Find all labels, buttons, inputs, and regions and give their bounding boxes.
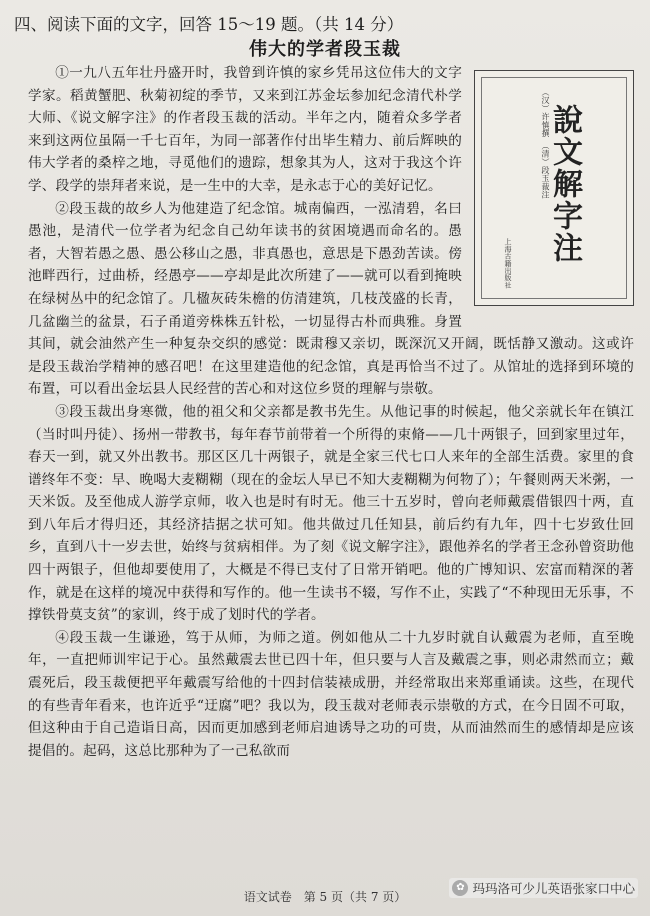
book-cover-image [474, 70, 634, 306]
watermark-label: 玛玛洛可少儿英语张家口中心 [472, 881, 635, 896]
book-title-seal: 說文解字注 [547, 104, 582, 264]
book-cover-frame [481, 77, 627, 299]
wechat-icon: ✿ [452, 880, 468, 896]
book-publisher: 上海古籍出版社 [504, 238, 512, 289]
article-body [28, 62, 634, 762]
book-authors: （汉）许慎撰 （清）段玉裁注 [541, 88, 550, 199]
paragraph-2: ②段玉裁的故乡人为他建造了纪念馆。城南偏西，一泓清碧，名曰愚池，是清代一位学者为纪念自己幼年读书的贫困境遇而命名的。愚者，大智若愚之愚、愚公移山之愚，非真愚也，意思是下愚劲苦读。傍池畔西行，过曲桥，经愚亭——亭却是此次所建了——就可以看到掩映在绿树丛中的纪念馆了。几楹灰砖朱檐的仿清建筑，几枝茂盛的长青，几盆幽兰的盆景，石子甬道旁株株五针松，一切显得古朴而典雅。身置其间，就会油然产生一种复杂交织的感觉：既肃穆又亲切，既深沉又开阔，既恬静又激动。这或许是段玉裁治学精神的感召吧！在这里建造他的纪念馆，真是再恰当不过了。从馆址的选择到环境的布置，可以看出金坛县人民经营的苦心和对这位乡贤的理解与崇敬。 [28, 200, 634, 398]
wechat-watermark [449, 878, 638, 898]
paragraph-4: ④段玉裁一生谦逊，笃于从师，为师之道。例如他从二十九岁时就自认戴震为老师，直至晚年，一直把师训牢记于心。虽然戴震去世已四十年，但只要与人言及戴震之事，则必肃然而立；戴震死后，段玉裁便把平年戴震写给他的十四封信装裱成册，并经常取出来郑重诵读。这些，在现代的有些青年看来，也许近乎“迂腐”吧？我以为，段玉裁对老师表示崇敬的方式，在今日固不可取，但这种由于自己造诣日高，因而更加感到老师启迪诱导之功的可贵，从而油然而生的感情却是应该提倡的。起码，这总比那种为了一己私欲而 [28, 629, 634, 759]
paragraph-1: ①一九八五年壮丹盛开时，我曾到许慎的家乡凭吊这位伟大的文字学家。稻黄蟹肥、秋菊初绽的季节，又来到江苏金坛参加纪念清代朴学大师、《说文解字注》的作者段玉裁的活动。半年之内，随着众多学者来到这两位虽隔一千七百年，为同一部著作付出毕生精力、前后辉映的伟大学者的桑梓之地，寻觅他们的遗踪，想象其为人，这对于我这个许学、段学的崇拜者来说，是一生中的大幸，是永志于心的美好记忆。 [28, 65, 462, 194]
section-heading: 四、阅读下面的文字，回答 15～19 题。（共 14 分） [14, 15, 404, 34]
paragraph-3: ③段玉裁出身寒微，他的祖父和父亲都是教书先生。从他记事的时候起，他父亲就长年在镇江（当时叫丹徒）、扬州一带教书，每年春节前带着一个所得的束脩——几十两银子，回到家里过年，春天一到，就又外出教书。那区区几十两银子，就是全家三代七口人来年的全部生活费。家里的食谱终年不变：早、晚喝大麦糊糊（现在的金坛人早已不知大麦糊糊为何物了）；午餐则两天米粥，一天米饭。及至他成人游学京师，收入也是时有时无。他三十五岁时，曾向老师戴震借银四十两，直到八年后才得归还，其经济拮据之状可知。他共做过几任知县，前后约有九年，四十七岁致仕回乡，直到八十一岁去世，始终与贫病相伴。为了刻《说文解字注》，跟他养名的学者王念孙曾资助他四十两银子，但他却要使用了，大概是不得已支付了日常开销吧。他的广博知识、宏富而精深的著作，就是在这样的境况中获得和写作的。他一生读书不辍，写作不止，实践了“不种现田无乐事，不撑铁骨莫支贫”的家训，终于成了划时代的学者。 [28, 403, 634, 624]
article-title: 伟大的学者段玉裁 [249, 39, 401, 60]
page-footer: 语文试卷 第 5 页（共 7 页） [243, 890, 407, 904]
